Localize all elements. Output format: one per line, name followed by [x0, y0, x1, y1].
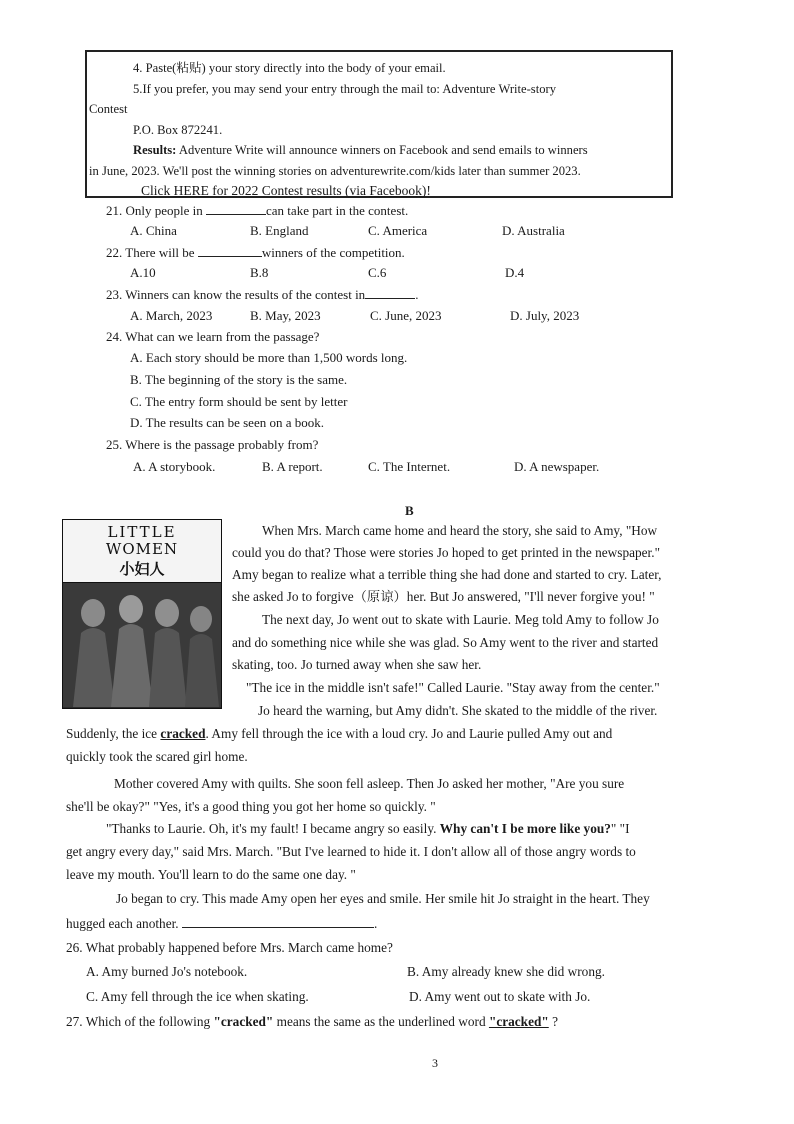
- q24-option-a: A. Each story should be more than 1,500 words long.: [130, 350, 408, 365]
- poster-title-area: [63, 520, 221, 584]
- q27-stem-b: means the same as the underlined word: [273, 1014, 489, 1029]
- q25-option-b: B. A report.: [262, 459, 323, 474]
- p7-l2-start: hugged each another.: [66, 916, 179, 931]
- facebook-link[interactable]: Facebook: [369, 183, 422, 198]
- box-line-results: [89, 140, 663, 161]
- p6-l1-start: "Thanks to Laurie. Oh, it's my fault! I became angry so easily.: [106, 821, 440, 836]
- q21-option-b: B. England: [250, 223, 309, 238]
- box-line-paste: 4. Paste(粘贴) your story directly into the body of your email.: [133, 61, 446, 75]
- q26-option-b: B. Amy already knew she did wrong.: [407, 964, 605, 979]
- story-p4-line3: quickly took the scared girl home.: [66, 749, 248, 764]
- q26-option-a: A. Amy burned Jo's notebook.: [86, 964, 248, 979]
- q25-option-d: D. A newspaper.: [514, 459, 600, 474]
- story-p6-line2: get angry every day," said Mrs. March. "But I've learned to hide it. I don't allow all of those angry words to: [66, 844, 636, 859]
- q23-stem-a: 23. Winners can know the results of the contest in: [106, 287, 366, 302]
- q23-option-c: C. June, 2023: [370, 308, 442, 323]
- story-p1-line1: When Mrs. March came home and heard the story, she said to Amy, "How: [262, 523, 658, 538]
- here-link[interactable]: HERE: [173, 183, 209, 198]
- q21-stem-b: can take part in the contest.: [266, 203, 409, 218]
- cracked-word: cracked: [160, 726, 206, 741]
- poster-title-little: LITTLE: [107, 523, 177, 541]
- q25-stem: 25. Where is the passage probably from?: [106, 437, 319, 452]
- story-p1-line4: she asked Jo to forgive（原谅）her. But Jo answered, "I'll never forgive you! ": [232, 589, 655, 604]
- click-post: )!: [421, 183, 431, 198]
- q21-option-d: D. Australia: [502, 223, 565, 238]
- results-label: Results:: [133, 143, 177, 157]
- story-p6-line1: [106, 818, 630, 841]
- story-p7-line2: [66, 913, 377, 936]
- q23-blank: [365, 286, 415, 299]
- poster-title-chinese: 小妇人: [119, 560, 165, 578]
- box-line-june: in June, 2023. We'll post the winning stories on adventurewrite.com/kids later than summer 2023.: [89, 163, 581, 178]
- story-p3-line1: "The ice in the middle isn't safe!" Called Laurie. "Stay away from the center.": [246, 680, 660, 695]
- q25-option-a: A. A storybook.: [133, 459, 216, 474]
- box-line-mail: 5.If you prefer, you may send your entry through the mail to: Adventure Write-story: [133, 81, 556, 96]
- q24-option-d: D. The results can be seen on a book.: [130, 415, 324, 430]
- q27-stem-c: ?: [548, 1014, 558, 1029]
- section-b-heading: B: [405, 503, 414, 518]
- little-women-poster: [62, 519, 222, 709]
- story-p4-line2: [66, 723, 612, 746]
- q22-option-a: A.10: [130, 265, 156, 280]
- contest-info-box: [85, 50, 673, 198]
- q22-option-d: D.4: [505, 265, 525, 280]
- q27-word1: "cracked": [213, 1014, 274, 1029]
- q21-option-a: A. China: [130, 223, 177, 238]
- q23-stem: [106, 286, 418, 303]
- q22-stem-a: 22. There will be: [106, 245, 195, 260]
- q24-stem: 24. What can we learn from the passage?: [106, 329, 320, 344]
- q22-stem-b: winners of the competition.: [261, 245, 405, 260]
- q21-stem: [106, 202, 408, 219]
- p6-l1-end: " "I: [610, 821, 630, 836]
- q23-option-a: A. March, 2023: [130, 308, 213, 323]
- story-p5-line2: she'll be okay?" "Yes, it's a good thing you got her home so quickly. ": [66, 799, 436, 814]
- story-p2-line2: and do something nice while she was glad. So Amy went to the river and started: [232, 635, 659, 650]
- q22-option-b: B.8: [250, 265, 269, 280]
- q22-stem: [106, 244, 405, 261]
- q27-stem: [66, 1011, 558, 1034]
- q26-stem: 26. What probably happened before Mrs. March came home?: [66, 940, 393, 955]
- story-p4-line1: Jo heard the warning, but Amy didn't. She skated to the middle of the river.: [258, 703, 658, 718]
- results-text: Adventure Write will announce winners on Facebook and send emails to winners: [176, 143, 588, 157]
- box-line-pobox: P.O. Box 872241.: [133, 122, 223, 137]
- q21-blank: [206, 202, 266, 215]
- story-p1-line2: could you do that? Those were stories Jo hoped to get printed in the newspaper.": [232, 545, 660, 560]
- q25-option-c: C. The Internet.: [368, 459, 451, 474]
- p4-l2-end: . Amy fell through the ice with a loud cry. Jo and Laurie pulled Amy out and: [205, 726, 613, 741]
- story-blank: [182, 915, 374, 928]
- q27-word2: "cracked": [488, 1014, 549, 1029]
- story-p1-line3: Amy began to realize what a terrible thing she had done and started to cry. Later,: [232, 567, 662, 582]
- q21-option-c: C. America: [368, 223, 428, 238]
- story-p2-line3: skating, too. Jo turned away when she saw her.: [232, 657, 482, 672]
- poster-figures-image: [63, 583, 221, 707]
- q22-option-c: C.6: [368, 265, 387, 280]
- q27-stem-a: 27. Which of the following: [66, 1014, 214, 1029]
- page-number: 3: [432, 1056, 438, 1070]
- p4-l2-start: Suddenly, the ice: [66, 726, 161, 741]
- story-p7-line1: Jo began to cry. This made Amy open her eyes and smile. Her smile hit Jo straight in the heart. They: [116, 891, 650, 906]
- q24-option-c: C. The entry form should be sent by letter: [130, 394, 348, 409]
- p7-l2-end: .: [373, 916, 378, 931]
- q23-stem-b: .: [415, 287, 419, 302]
- q26-option-c: C. Amy fell through the ice when skating.: [86, 989, 309, 1004]
- story-p2-line1: The next day, Jo went out to skate with Laurie. Meg told Amy to follow Jo: [262, 612, 659, 627]
- q22-blank: [198, 244, 262, 257]
- poster-title-women: WOMEN: [105, 540, 179, 558]
- box-line-click: [89, 181, 663, 202]
- story-p6-line3: leave my mouth. You'll learn to do the same one day. ": [66, 867, 356, 882]
- q26-option-d: D. Amy went out to skate with Jo.: [409, 989, 591, 1004]
- story-p5-line1: Mother covered Amy with quilts. She soon fell asleep. Then Jo asked her mother, "Are you sure: [114, 776, 625, 791]
- q23-option-d: D. July, 2023: [510, 308, 580, 323]
- q24-option-b: B. The beginning of the story is the same.: [130, 372, 348, 387]
- p6-bold-question: Why can't I be more like you?: [439, 821, 611, 836]
- click-mid: for 2022 Contest results (via: [208, 183, 370, 198]
- click-pre: Click: [141, 183, 174, 198]
- q23-option-b: B. May, 2023: [250, 308, 321, 323]
- q21-stem-a: 21. Only people in: [106, 203, 203, 218]
- box-line-contest: Contest: [89, 102, 128, 116]
